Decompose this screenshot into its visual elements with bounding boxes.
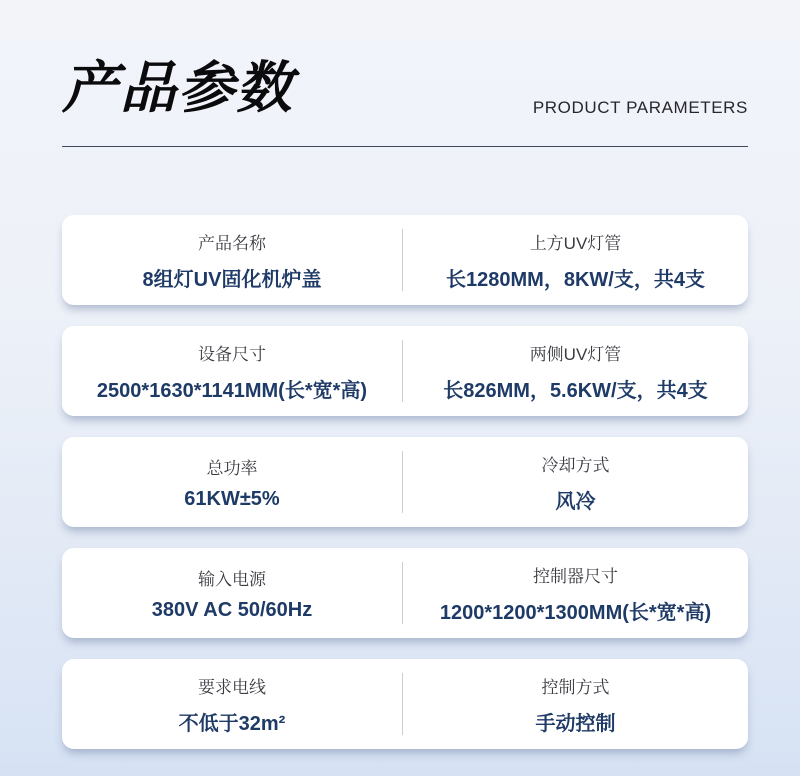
spec-value: 1200*1200*1300MM(长*宽*高) xyxy=(439,602,712,625)
spec-row-total-power xyxy=(62,437,748,527)
spec-value: 手动控制 xyxy=(535,713,616,736)
spec-label: 总功率 xyxy=(206,459,258,479)
spec-value: 长1280MM，8KW/支，共4支 xyxy=(446,269,705,292)
spec-label: 两侧UV灯管 xyxy=(529,345,622,365)
spec-cell-controller-size xyxy=(403,548,748,638)
spec-value: 2500*1630*1141MM(长*宽*高) xyxy=(96,380,368,403)
spec-cell-input-power xyxy=(62,548,402,638)
spec-row-required-wire xyxy=(62,659,748,749)
spec-cell-control-method xyxy=(403,659,748,749)
title-underline xyxy=(62,146,748,147)
spec-value: 长826MM，5.6KW/支，共4支 xyxy=(443,380,708,403)
spec-label: 输入电源 xyxy=(198,570,266,590)
spec-cell-side-uv-lamp xyxy=(403,326,748,416)
spec-label: 控制器尺寸 xyxy=(533,567,618,587)
spec-label: 设备尺寸 xyxy=(198,345,266,365)
spec-value: 380V AC 50/60Hz xyxy=(151,599,313,622)
spec-row-product-name xyxy=(62,215,748,305)
spec-label: 控制方式 xyxy=(541,678,610,698)
header xyxy=(62,0,748,121)
spec-cell-top-uv-lamp xyxy=(403,215,748,305)
page-title: 产品参数 xyxy=(62,56,294,119)
spec-label: 上方UV灯管 xyxy=(529,234,622,254)
spec-cell-total-power xyxy=(62,437,402,527)
spec-table xyxy=(62,215,748,749)
spec-label: 要求电线 xyxy=(198,678,266,698)
spec-row-input-power xyxy=(62,548,748,638)
spec-label: 冷却方式 xyxy=(541,456,610,476)
spec-value: 61KW±5% xyxy=(184,488,280,511)
spec-value: 8组灯UV固化机炉盖 xyxy=(142,269,322,292)
spec-cell-device-size xyxy=(62,326,402,416)
page-subtitle: PRODUCT PARAMETERS xyxy=(532,97,748,117)
spec-cell-required-wire xyxy=(62,659,402,749)
spec-row-device-size xyxy=(62,326,748,416)
content-column xyxy=(62,0,748,749)
spec-value: 风冷 xyxy=(555,491,596,514)
spec-value: 不低于32m² xyxy=(178,713,286,736)
spec-label: 产品名称 xyxy=(198,234,266,254)
spec-cell-product-name xyxy=(62,215,402,305)
spec-cell-cooling-method xyxy=(403,437,748,527)
